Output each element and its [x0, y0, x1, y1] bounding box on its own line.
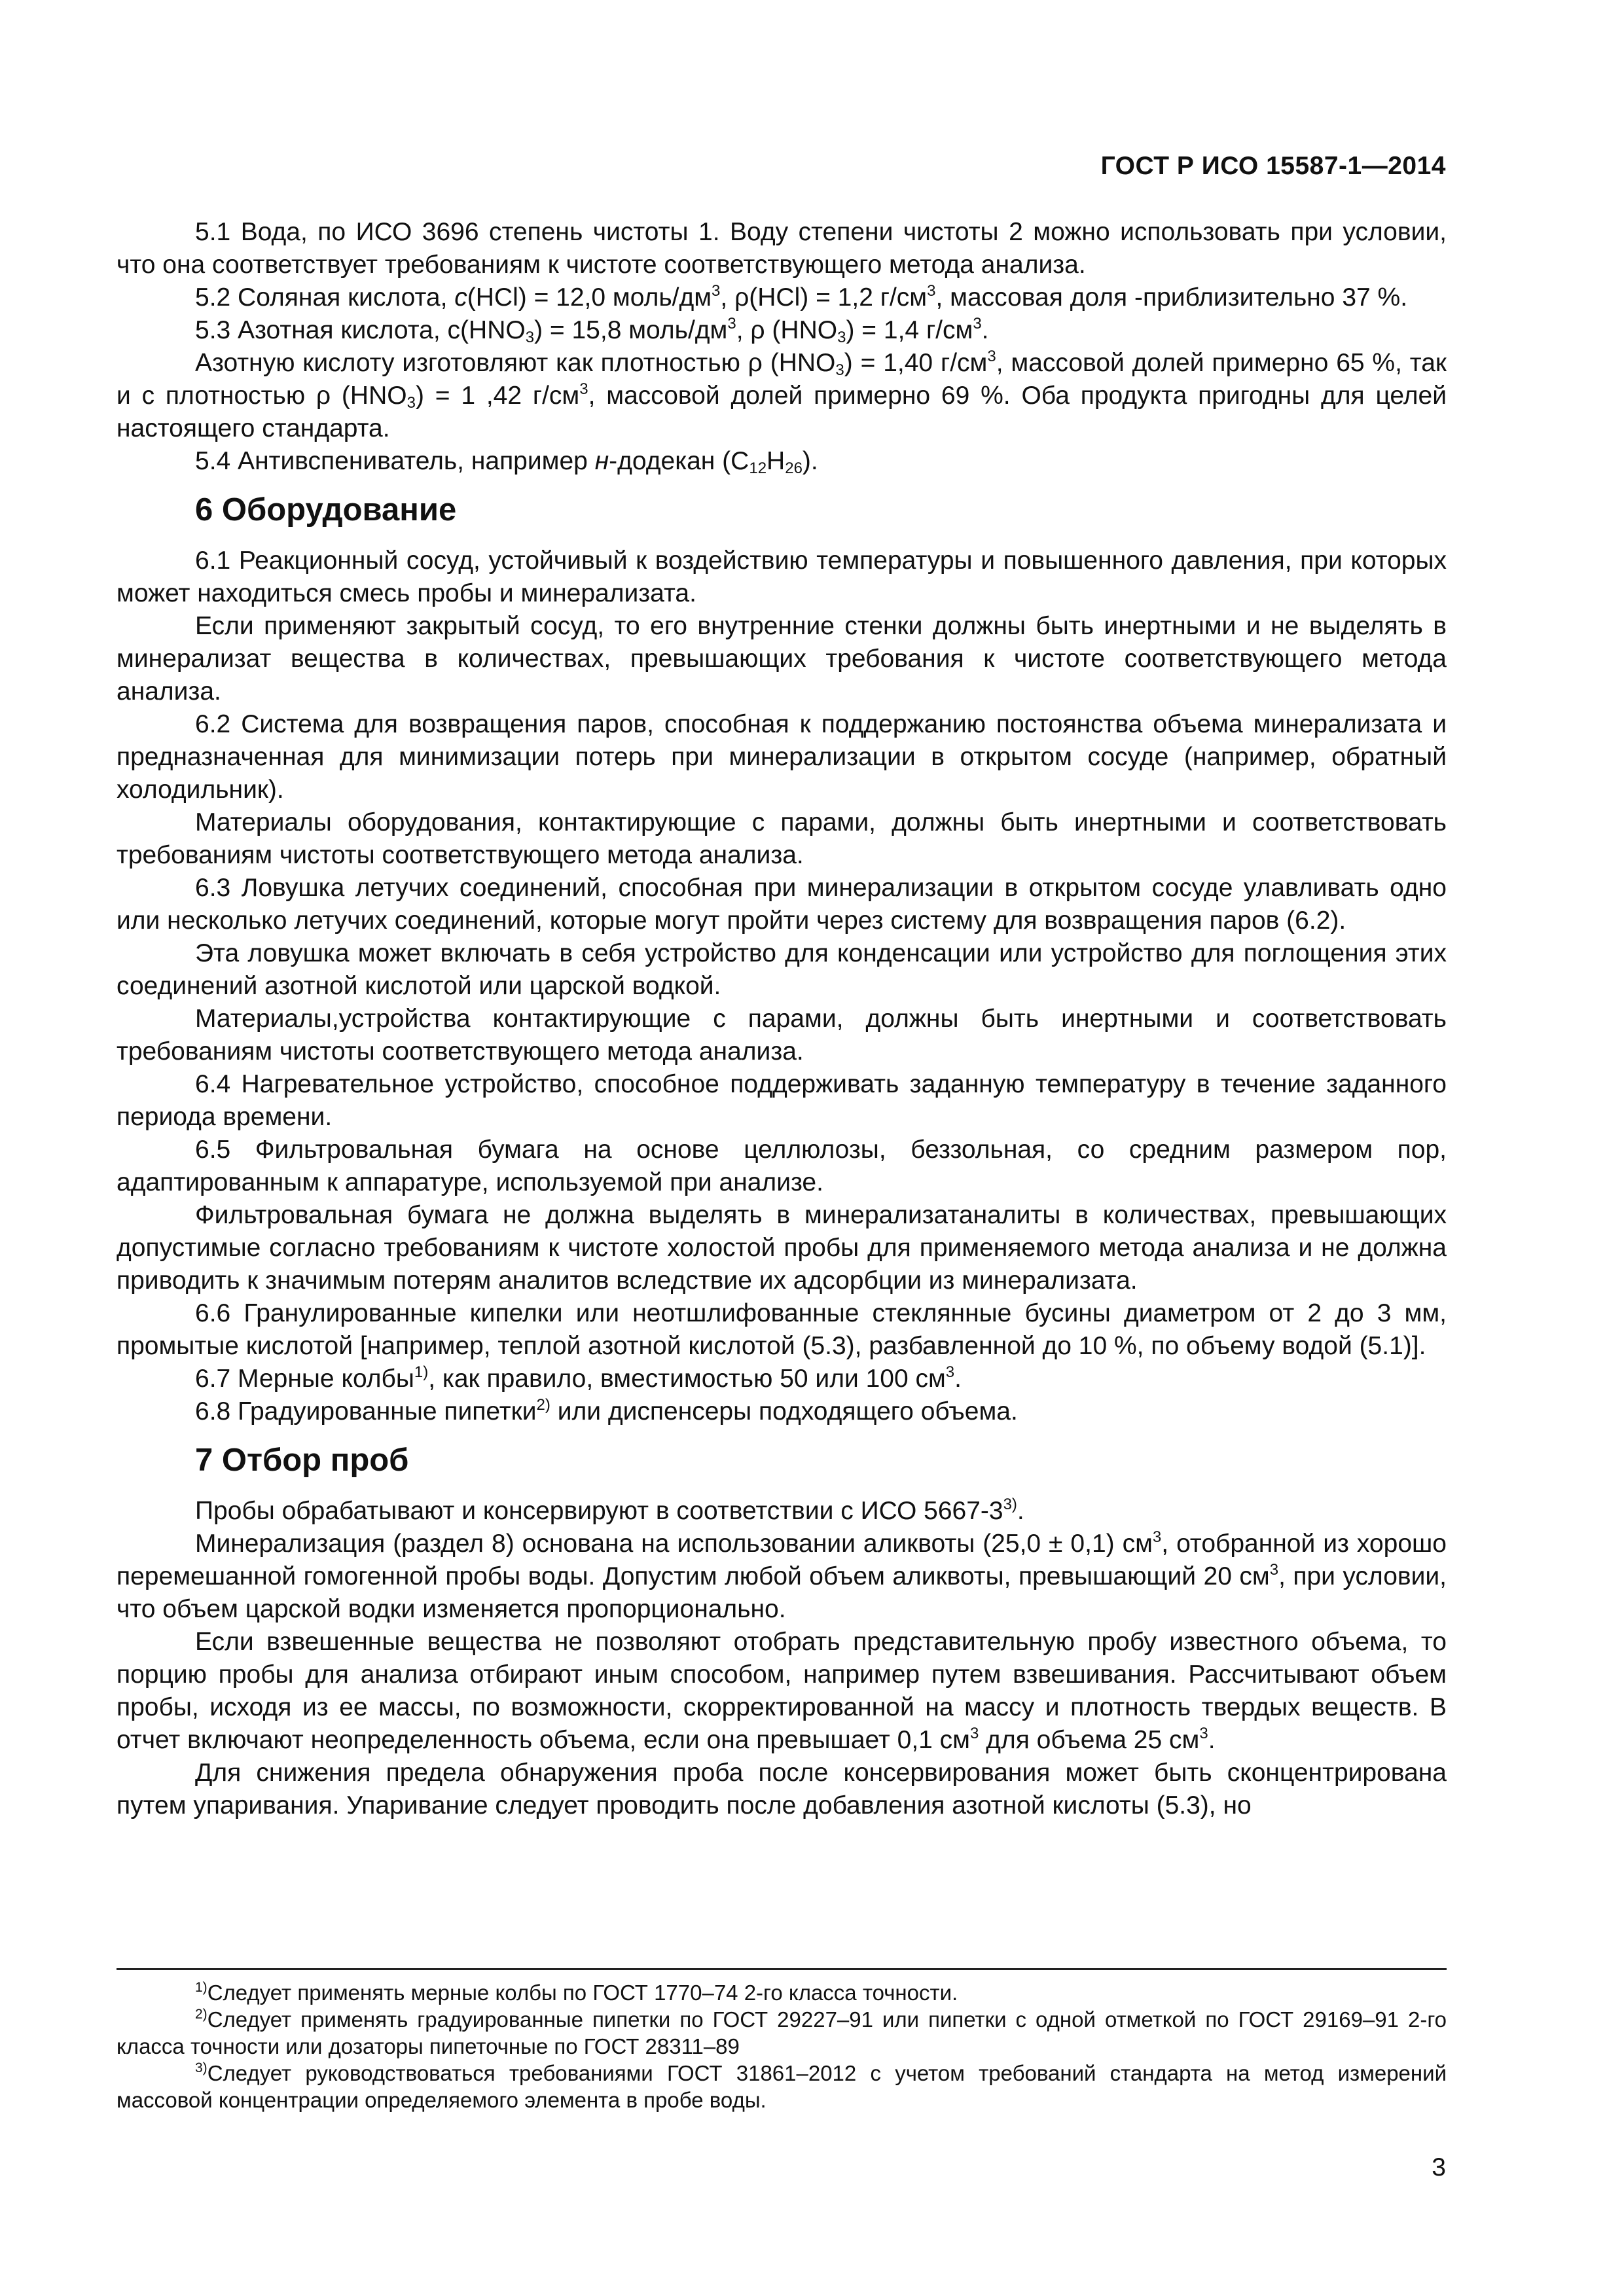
clause-5-4: 5.4 Антивспениватель, например н-додекан $(C_{12}H_{26})$. [195, 447, 818, 477]
footnote-ref-1[interactable]: 1) [414, 1363, 429, 1381]
section-7-para-4: Для снижения предела обнаружения проба после консервирования может быть сконцентрирована путем упаривания. Упаривание следует проводить после добавления азотной кислоты (5.3), но [117, 1759, 1447, 1820]
clause-6-6: 6.6 Гранулированные кипелки или неотшлифованные стеклянные бусины диаметром от 2 до 3 мм, промытые кислотой [например, теплой азотной кислотой (5.3), разбавленной до 10 %, по объему водой (5.1)]. [117, 1299, 1447, 1360]
page-number: 3 [1432, 2153, 1446, 2181]
footnote-ref-3[interactable]: 3) [1003, 1496, 1017, 1513]
clause-6-7: 6.7 Мерные колбы$^{1)}$, как правило, вместимостью 50 или 100 $см^3$. [195, 1363, 962, 1393]
clause-6-4: 6.4 Нагревательное устройство, способное поддерживать заданную температуру в течение заданного периода времени. [117, 1070, 1447, 1131]
clause-6-3: 6.3 Ловушка летучих соединений, способная при минерализации в открытом сосуде улавливать одно или несколько летучих соединений, которые могут пройти через систему для возвращения паров (6.2). [117, 874, 1447, 935]
clause-6-3-note-a: Эта ловушка может включать в себя устройство для конденсации или устройство для поглощения этих соединений азотной кислотой или царской водкой. [117, 939, 1447, 1000]
clause-6-5-note: Фильтровальная бумага не должна выделять в минерализатаналиты в количествах, превышающих допустимые согласно требованиям к чистоте холостой пробы для применяемого метода анализа и не должна приводить к значимым потерям аналитов вследствие их адсорбции из минерализата. [117, 1201, 1447, 1295]
section-7-heading: 7 Отбор проб [195, 1443, 409, 1478]
page-content [117, 216, 1447, 1822]
clause-6-8: 6.8 Градуированные пипетки$^{2)}$ или диспенсеры подходящего объема. [195, 1396, 1018, 1426]
clause-6-5: 6.5 Фильтровальная бумага на основе целлюлозы, беззольная, со средним размером пор, адаптированным к аппаратуре, используемой при анализе. [117, 1136, 1447, 1196]
footnotes [117, 1979, 1447, 2113]
footnote-2: $^{2)}$Следует применять градуированные пипетки по ГОСТ 29227–91 или пипетки с одной отметкой по ГОСТ 29169–91 2-го класса точности или дозаторы пипеточные по ГОСТ 28311–89 [117, 2007, 1447, 2058]
clause-6-2-note: Материалы оборудования, контактирующие с парами, должны быть инертными и соответствовать требованиям чистоты соответствующего метода анализа. [117, 808, 1447, 869]
clause-5-1: 5.1 Вода, по ИСО 3696 степень чистоты 1. Воду степени чистоты 2 можно использовать при условии, что она соответствует требованиям к чистоте соответствующего метода анализа. [117, 218, 1447, 279]
clause-6-1: 6.1 Реакционный сосуд, устойчивый к воздействию температуры и повышенного давления, при которых может находиться смесь пробы и минерализата. [117, 547, 1447, 607]
section-7-para-3: Если взвешенные вещества не позволяют отобрать представительную пробу известного объема, то порцию пробы для анализа отбирают иным способом, например путем взвешивания. Рассчитывают объем пробы, исходя из ее массы, по возможности, скорректированной на массу и плотность твердых веществ. В отчет включают неопределенность объема, если она превышает 0,1 $см^3$ для объема 25 $см^3$. [117, 1628, 1447, 1754]
footnote-3: $^{3)}$Следует руководствоваться требованиями ГОСТ 31861–2012 с учетом требований стандарта на метод измерений массовой концентрации определяемого элемента в пробе воды. [117, 2060, 1447, 2112]
clause-5-3-note: Азотную кислоту изготовляют как плотностью ρ $(HNO_3) = 1,40$ $г/см^3$, массовой долей примерно 65 %, так и с плотностью ρ $(HNO_3) = 1$ ,42 $г/см^3$, массовой долей примерно 69 %. Оба продукта пригодны для целей настоящего стандарта. [117, 348, 1447, 442]
section-7-para-2: Минерализация (раздел 8) основана на использовании аликвоты (25,0 ± 0,1) $см^3$, отобранной из хорошо перемешанной гомогенной пробы воды. Допустим любой объем аликвоты, превышающий 20 $см^3$, при условии, что объем царской водки изменяется пропорционально. [117, 1528, 1447, 1623]
footnote-ref-2[interactable]: 2) [536, 1396, 550, 1414]
section-7-para-1: Пробы обрабатывают и консервируют в соответствии с ИСО 5667-3$^{3)}$. [195, 1496, 1024, 1525]
clause-6-2: 6.2 Система для возвращения паров, способная к поддержанию постоянства объема минерализата и предназначенная для минимизации потерь при минерализации в открытом сосуде (например, обратный холодильник). [117, 710, 1447, 804]
clause-5-2: 5.2 Соляная кислота, c(HCl) = 12,0 моль/$дм^3$, ρ(HCl) = 1,2 $г/см^3$, массовая доля -приблизительно 37 %. [195, 282, 1408, 312]
clause-5-3: 5.3 Азотная кислота, $c(HNO_3) = 15,8$ моль/$дм^3$, ρ $(HNO_3) = 1,4$ $г/см^3$. [195, 315, 989, 346]
clause-6-3-note-b: Материалы,устройства контактирующие с парами, должны быть инертными и соответствовать требованиям чистоты соответствующего метода анализа. [117, 1005, 1447, 1066]
standard-designation-header: ГОСТ Р ИСО 15587-1—2014 [1100, 152, 1446, 180]
section-6-heading: 6 Оборудование [195, 492, 457, 528]
clause-6-1-note: Если применяют закрытый сосуд, то его внутренние стенки должны быть инертными и не выделять в минерализат вещества в количествах, превышающих требования к чистоте соответствующего метода анализа. [117, 612, 1447, 706]
footnote-separator [117, 1968, 1447, 1970]
footnote-1: $^{1)}$Следует применять мерные колбы по ГОСТ 1770–74 2-го класса точности. [195, 1980, 958, 2005]
